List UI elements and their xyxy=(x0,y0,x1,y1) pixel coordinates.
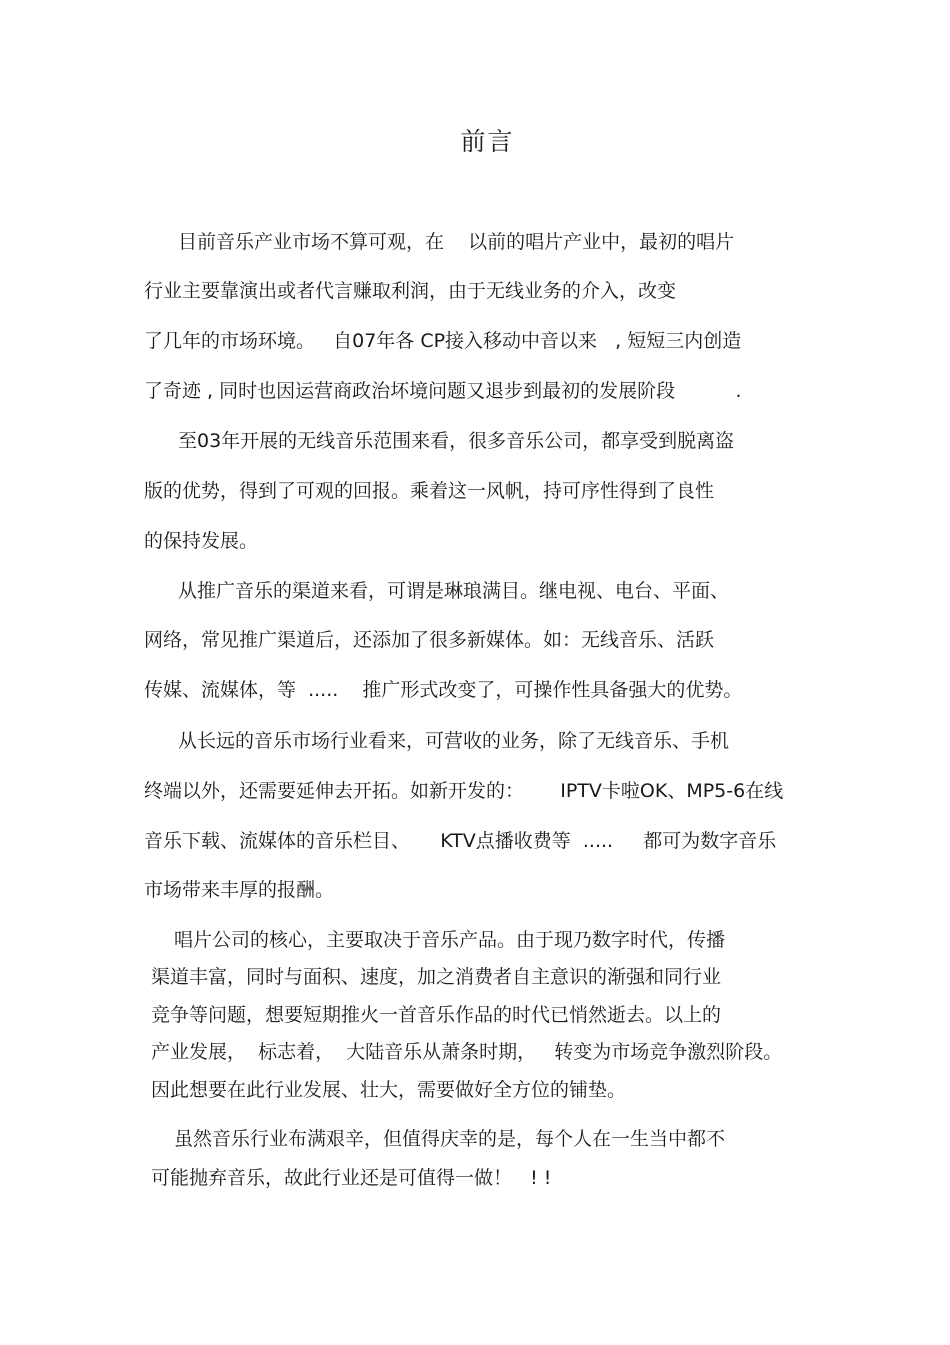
text-line-7: 的保持发展。 xyxy=(144,530,259,552)
text-line-3: 了几年的市场环境。 自07年各 CP接入移动中音以来 , 短短三内创造 xyxy=(144,330,742,352)
text-line-1: 目前音乐产业市场不算可观，在 以前的唱片产业中，最初的唱片 xyxy=(178,231,735,253)
text-line-13: 音乐下载、流媒体的音乐栏目、 KTV点播收费等 ..... 都可为数字音乐 xyxy=(144,830,777,852)
text-line-21: 可能抛弃音乐，故此行业还是可值得一做！ ! ! xyxy=(151,1167,552,1189)
text-line-5: 至03年开展的无线音乐范围来看，很多音乐公司，都享受到脱离盗 xyxy=(178,430,735,452)
text-line-11: 从长远的音乐市场行业看来，可营收的业务，除了无线音乐、手机 xyxy=(178,730,730,752)
text-line-8: 从推广音乐的渠道来看，可谓是琳琅满目。继电视、电台、平面、 xyxy=(178,580,730,602)
text-line-2: 行业主要靠演出或者代言赚取利润，由于无线业务的介入，改变 xyxy=(144,280,677,302)
text-line-14: 市场带来丰厚的报酬。 xyxy=(144,879,335,901)
text-line-18: 产业发展， 标志着， 大陆音乐从萧条时期， 转变为市场竞争激烈阶段。 xyxy=(151,1041,783,1063)
text-line-12: 终端以外，还需要延伸去开拓。如新开发的： IPTV卡啦OK、MP5-6在线 xyxy=(144,780,784,802)
text-line-19: 因此想要在此行业发展、壮大，需要做好全方位的铺垫。 xyxy=(151,1079,627,1101)
text-line-4: 了奇迹 , 同时也因运营商政治坏境问题又退步到最初的发展阶段 . xyxy=(144,380,742,402)
page-title: 前言 xyxy=(460,127,515,156)
text-line-6: 版的优势，得到了可观的回报。乘着这一风帆，持可序性得到了良性 xyxy=(144,480,715,502)
text-line-20: 虽然音乐行业布满艰辛，但值得庆幸的是，每个人在一生当中都不 xyxy=(174,1128,726,1150)
text-line-9: 网络，常见推广渠道后，还添加了很多新媒体。如：无线音乐、活跃 xyxy=(144,629,715,651)
text-line-10: 传媒、流媒体，等 ..... 推广形式改变了，可操作性具备强大的优势。 xyxy=(144,679,743,701)
text-line-16: 渠道丰富，同时与面积、速度，加之消费者自主意识的渐强和同行业 xyxy=(151,966,722,988)
text-line-17: 竞争等问题，想要短期推火一首音乐作品的时代已悄然逝去。以上的 xyxy=(151,1004,722,1026)
text-line-15: 唱片公司的核心，主要取决于音乐产品。由于现乃数字时代，传播 xyxy=(174,929,726,951)
